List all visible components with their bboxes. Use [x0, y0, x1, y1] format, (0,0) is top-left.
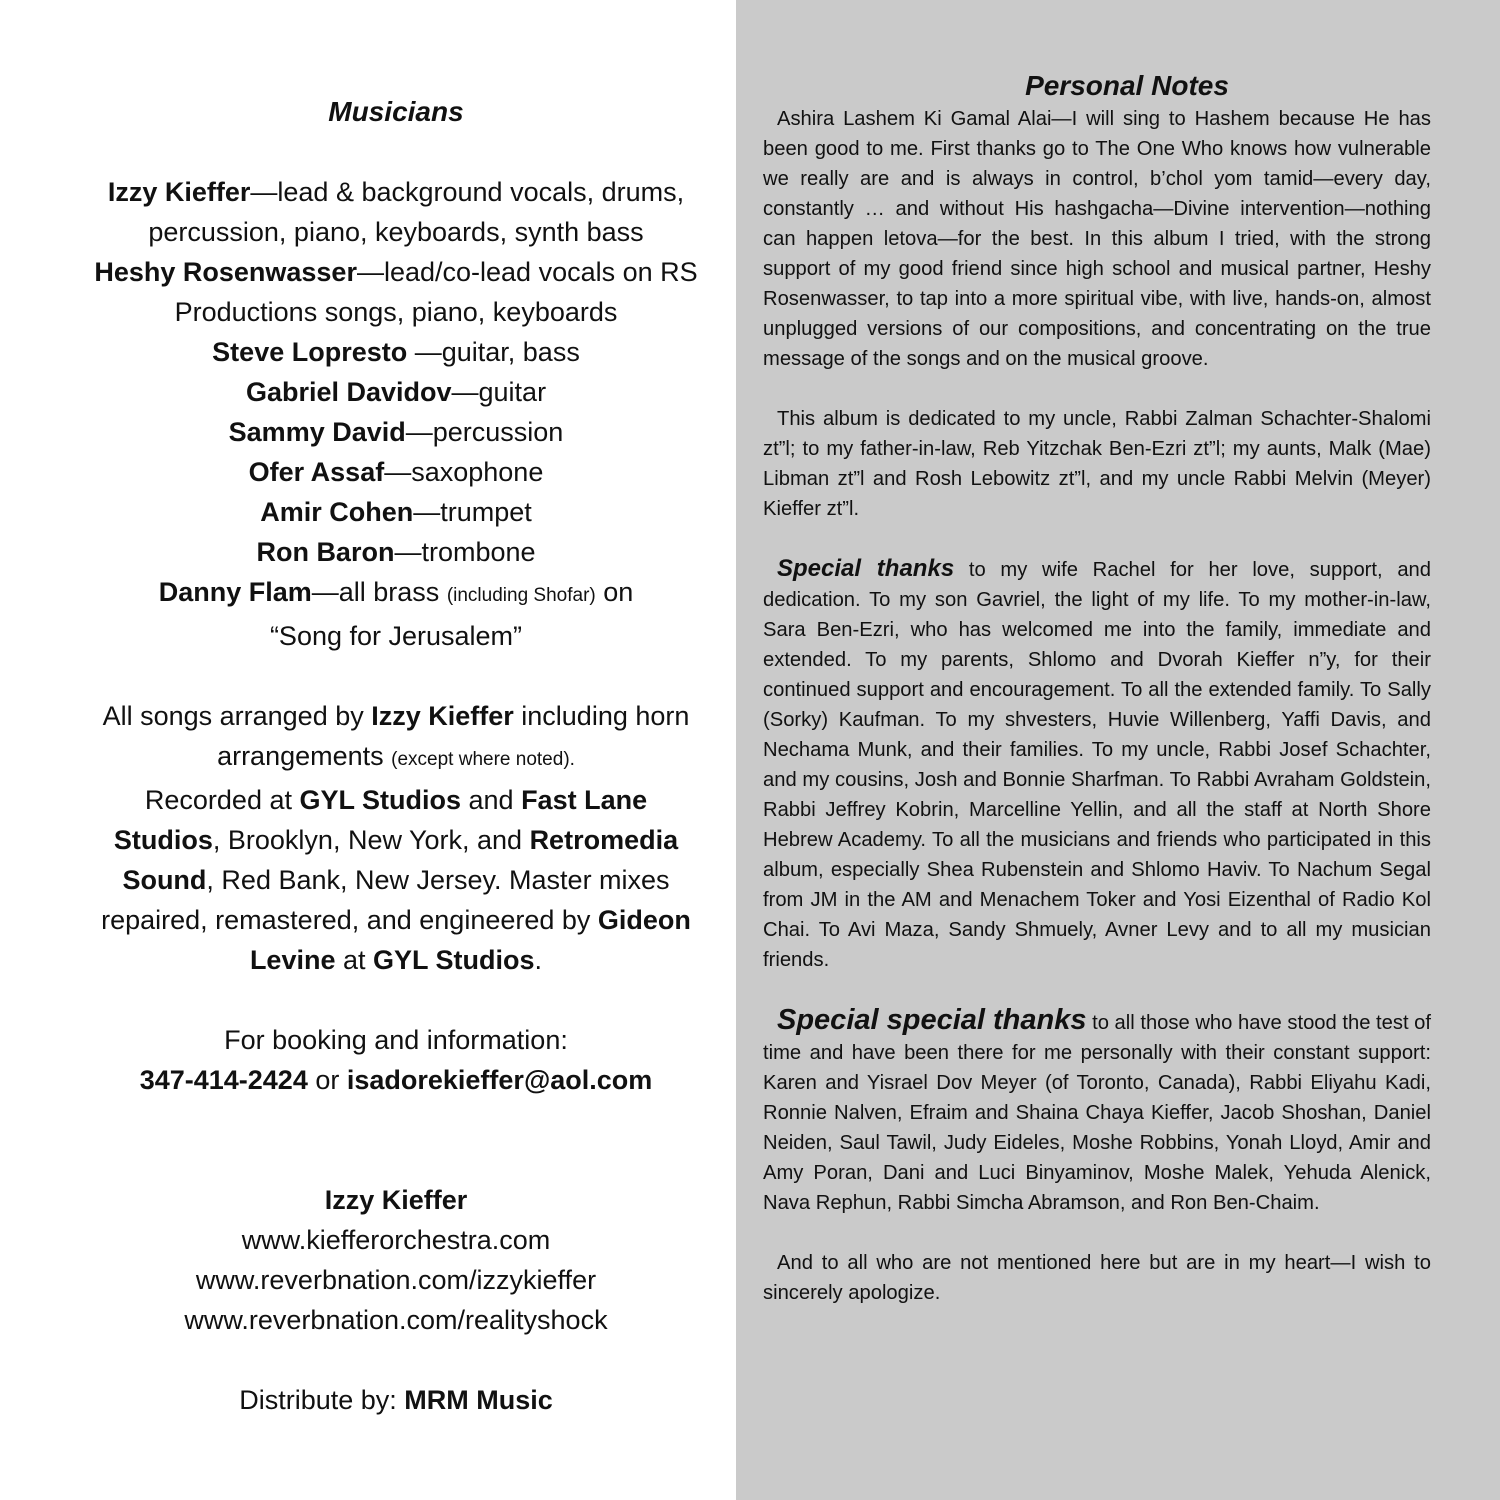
special-thanks-paragraph: Special special thanks to all those who have stood the test of time and have been there for me personally with their constant support: Karen and Yisrael Dov Meyer (of Toronto, Canada), Rabbi Eliyahu Kadi, Ronnie Nalven, Efraim and Shaina Chaya Kieffer, Jacob Shoshan, Daniel Neiden, Saul Tawil, Judy Eideles, Moshe Robbins, Yonah Lloyd, Amir and Amy Poran, Dani and Luci Binyaminov, Moshe Malek, Yehuda Alenick, Nava Rephun, Rabbi Simcha Abramson, and Ron Ben-Chaim.	[763, 1004, 1432, 1214]
musician-line	[40, 332, 752, 372]
musician-line	[40, 372, 752, 412]
apology-paragraph: And to all who are not mentioned here but are in my heart—I wish to sincerely apologize.	[763, 1252, 1431, 1304]
credits-line: arrangements (except where noted).	[217, 741, 575, 771]
website-link[interactable]: www.kiefferorchestra.com	[241, 1225, 551, 1255]
credits-line: Levine at GYL Studios.	[249, 945, 543, 975]
credits-line: Recorded at GYL Studios and Fast Lane	[144, 785, 648, 815]
musician-role: —guitar	[451, 377, 547, 407]
booking-label: For booking and information:	[224, 1025, 568, 1055]
credits-line: repaired, remastered, and engineered by Gideon	[101, 905, 691, 935]
credits-line: Sound, Red Bank, New Jersey. Master mixes	[122, 865, 670, 895]
booking-contact: 347-414-2424 or isadorekieffer@aol.com	[139, 1065, 653, 1095]
musician-line: Danny Flam—all brass (including Shofar) on	[158, 577, 634, 607]
website-link[interactable]: www.reverbnation.com/realityshock	[184, 1305, 608, 1335]
credits-line: All songs arranged by Izzy Kieffer including horn	[102, 701, 690, 731]
musician-line: Productions songs, piano, keyboards	[174, 297, 618, 327]
thanks-paragraph: Special thanks to my wife Rachel for her love, support, and dedication. To my son Gavriel, the light of my life. To my mother-in-law, Sara Ben-Ezri, who has welcomed me into the family, immediate and extended. To my parents, Shlomo and Dvorah Kieffer n”y, for their continued support and encouragement. To all the extended family. To Sally (Sorky) Kaufman. To my shvesters, Huvie Willenberg, Yaffi Davis, and Nechama Munk, and their families. To my uncle, Rabbi Josef Schachter, and my cousins, Josh and Bonnie Sharfman. To Rabbi Avraham Goldstein, Rabbi Jeffrey Kobrin, Marcelline Yellin, and all the staff at North Shore Hebrew Academy. To all the musicians and friends who participated in this album, especially Shea Rubenstein and Shlomo Haviv. To Nachum Segal from JM in the AM and Menachem Toker and Yosi Eizenthal of Radio Kol Chai. To Avi Maza, Sandy Shmuely, Avner Levy and to all my musician friends.	[763, 555, 1431, 971]
musician-role: —lead & background vocals, drums,	[250, 177, 685, 207]
phone-number[interactable]: 347-414-2424	[139, 1065, 308, 1095]
dedication-paragraph: This album is dedicated to my uncle, Rabbi Zalman Schachter-Shalomi zt”l; to my father-in-law, Reb Yitzchak Ben-Ezri zt”l; my aunts, Malk (Mae) Libman zt”l and Rosh Lebowitz zt”l, and my uncle Rabbi Melvin (Meyer) Kieffer zt”l.	[763, 408, 1431, 520]
musician-line	[40, 532, 752, 572]
credits-line: Studios, Brooklyn, New York, and Retromedia	[113, 825, 679, 855]
musician-role: —percussion	[405, 417, 564, 447]
musician-name: Sammy David	[228, 417, 406, 447]
distribution-line: Distribute by: MRM Music	[239, 1385, 553, 1415]
musician-line: percussion, piano, keyboards, synth bass	[148, 217, 644, 247]
musician-line	[40, 172, 752, 212]
musician-line	[40, 452, 752, 492]
musician-role: —saxophone	[384, 457, 544, 487]
musician-line	[40, 412, 752, 452]
musician-name: Steve Lopresto	[212, 337, 408, 367]
notes-column	[763, 68, 1431, 1308]
credits-column	[40, 92, 752, 1420]
musician-name: Amir Cohen	[260, 497, 414, 527]
musician-role: —trumpet	[413, 497, 532, 527]
musician-role: —guitar, bass	[407, 337, 580, 367]
thanks-lead: Special thanks	[777, 555, 955, 582]
musician-role: —lead/co-lead vocals on RS	[356, 257, 698, 287]
musician-role: —trombone	[394, 537, 536, 567]
musician-line	[40, 492, 752, 532]
musician-name: Gabriel Davidov	[245, 377, 452, 407]
musicians-heading: Musicians	[328, 96, 464, 127]
notes-paragraph: Ashira Lashem Ki Gamal Alai—I will sing to Hashem because He has been good to me. First thanks go to The One Who knows how vulnerable we really are and is always in control, b’chol yom tamid—every day, constantly … and without His hashgacha—Divine intervention—nothing can happen letova—for the best. In this album I tried, with the strong support of my good friend since high school and musical partner, Heshy Rosenwasser, to tap into a more spiritual vibe, with live, hands-on, almost unplugged versions of our compositions, and concentrating on the true message of the songs and on the musical groove.	[763, 108, 1431, 370]
email-link[interactable]: isadorekieffer@aol.com	[346, 1065, 653, 1095]
song-title: “Song for Jerusalem”	[269, 621, 523, 651]
special-thanks-lead: Special special thanks	[777, 1004, 1087, 1036]
distributor-name: MRM Music	[404, 1385, 553, 1415]
musician-line	[40, 252, 752, 292]
website-link[interactable]: www.reverbnation.com/izzykieffer	[195, 1265, 597, 1295]
musician-name: Izzy Kieffer	[107, 177, 251, 207]
musician-name: Danny Flam	[158, 577, 312, 607]
notes-heading: Personal Notes	[1025, 70, 1229, 101]
musician-name: Ron Baron	[256, 537, 395, 567]
musician-name: Ofer Assaf	[248, 457, 385, 487]
musician-name: Heshy Rosenwasser	[94, 257, 357, 287]
artist-name: Izzy Kieffer	[324, 1185, 468, 1215]
